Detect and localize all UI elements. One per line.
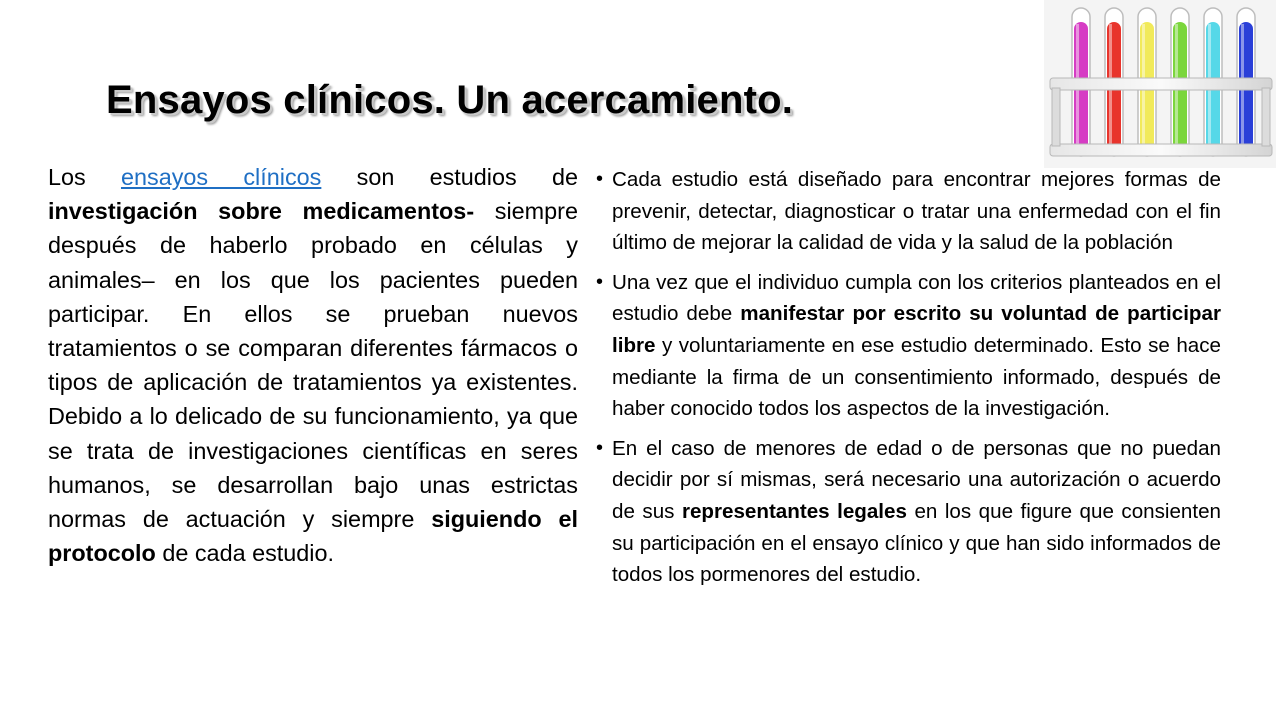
intro-paragraph xyxy=(48,160,578,570)
intro-text: de cada estudio. xyxy=(155,540,335,567)
intro-text: Los xyxy=(48,164,121,190)
bullet-text: Cada estudio está diseñado para encontrar mejores formas de prevenir, detectar, diagnosticar o tratar una enfermedad con el fin último de mejorar la calidad de vida y la salud de la población xyxy=(612,168,1221,255)
intro-text: siempre después de haberlo probado en células y animales– en los que los pacientes pueden participar. En ellos se prueban nuevos tratamientos o se comparan diferentes fármacos o tipos de aplicación de tratamientos ya existentes. Debido a lo delicado de su funcionamiento, ya que se trata de investigaciones científicas en seres humanos, se desarrollan bajo unas estrictas normas de actuación y siempre xyxy=(48,198,578,533)
bullet-icon: • xyxy=(596,436,604,459)
ensayos-clinicos-link[interactable]: ensayos clínicos xyxy=(120,164,322,190)
bullet-text: y voluntariamente en ese estudio determinado. Esto se hace mediante la firma de un consentimiento informado, después de haber conocido todos los aspectos de la investigación. xyxy=(612,333,1221,421)
bullet-item-1 xyxy=(596,164,1221,259)
bullet-icon: • xyxy=(596,270,604,293)
bullet-icon: • xyxy=(596,168,604,190)
bullet-text: Una vez que el individuo cumpla con los criterios planteados en el estudio debe xyxy=(612,270,1221,326)
rack-top-bar xyxy=(1050,78,1272,90)
intro-text: son estudios de xyxy=(321,164,578,190)
bullet-text: En el caso de menores de edad o de personas que no puedan decidir por sí mismas, será necesario una autorización o acuerdo de sus xyxy=(612,436,1221,523)
bullet-text: en los que figure que consienten su participación en el ensayo clínico y que han sido informados de todos los pormenores del estudio. xyxy=(612,499,1222,587)
bold-text: manifestar por escrito su voluntad de participar libre xyxy=(612,302,1221,357)
slide-title: Ensayos clínicos. Un acercamiento. xyxy=(106,78,794,122)
bullet-item-2 xyxy=(596,267,1221,425)
rack-left-post xyxy=(1052,88,1060,146)
bold-text: investigación sobre medicamentos- xyxy=(48,198,475,225)
bold-text: representantes legales xyxy=(681,499,907,523)
test-tubes-icon xyxy=(1044,0,1276,168)
rack-bottom-bar xyxy=(1050,144,1272,156)
bullet-list xyxy=(596,164,1221,599)
bullet-item-3 xyxy=(596,433,1221,591)
bold-text: siguiendo el protocolo xyxy=(48,506,578,567)
rack-right-post xyxy=(1262,88,1270,146)
